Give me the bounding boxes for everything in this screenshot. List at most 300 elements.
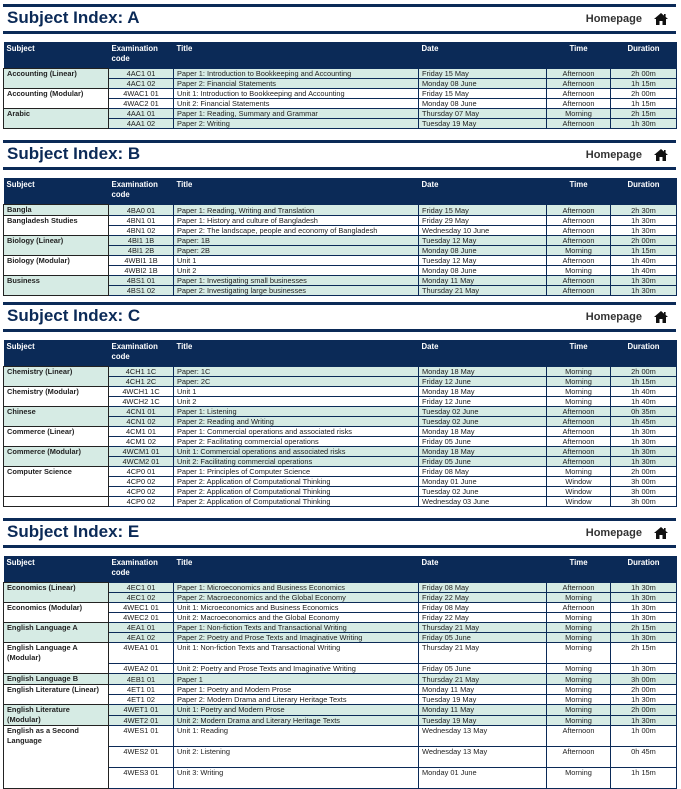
subject-cell: Biology (Modular) (4, 256, 109, 276)
exam-duration: 2h 30m (611, 205, 677, 216)
exam-time: Morning (547, 715, 611, 726)
exam-date: Friday 15 May (419, 89, 547, 99)
exam-code: 4CP0 02 (109, 477, 174, 487)
exam-code: 4EC1 01 (109, 583, 174, 593)
table-row (4, 89, 677, 99)
exam-duration: 1h 30m (611, 613, 677, 623)
exam-date: Friday 08 May (419, 583, 547, 593)
section-header (3, 518, 676, 548)
exam-time: Afternoon (547, 236, 611, 246)
exam-code: 4WCH2 1C (109, 397, 174, 407)
exam-code: 4WEA2 01 (109, 664, 174, 674)
table-row (4, 256, 677, 266)
exam-time: Afternoon (547, 226, 611, 236)
exam-duration: 1h 15m (611, 99, 677, 109)
home-icon[interactable] (654, 13, 668, 25)
exam-code: 4CM1 02 (109, 437, 174, 447)
paper-title: Paper 1 (174, 674, 419, 685)
exam-date: Friday 22 May (419, 613, 547, 623)
exam-date: Tuesday 02 June (419, 417, 547, 427)
subject-cell: Bangla (4, 205, 109, 216)
exam-date: Monday 18 May (419, 447, 547, 457)
exam-code: 4EA1 01 (109, 623, 174, 633)
exam-duration: 1h 30m (611, 276, 677, 286)
exam-code: 4WEC1 01 (109, 603, 174, 613)
exam-date: Monday 18 May (419, 427, 547, 437)
exam-code: 4WEA1 01 (109, 643, 174, 664)
exam-code: 4CH1 2C (109, 377, 174, 387)
paper-title: Paper 1: Microeconomics and Business Economics (174, 583, 419, 593)
exam-time: Afternoon (547, 726, 611, 747)
exam-date: Wednesday 13 May (419, 747, 547, 768)
exam-duration: 1h 30m (611, 119, 677, 129)
exam-time: Afternoon (547, 437, 611, 447)
exam-table (3, 556, 677, 789)
table-row (4, 216, 677, 226)
exam-time: Afternoon (547, 447, 611, 457)
exam-time: Morning (547, 266, 611, 276)
paper-title: Paper 2: Investigating large businesses (174, 286, 419, 296)
column-header-date: Date (419, 178, 547, 205)
exam-time: Morning (547, 685, 611, 695)
exam-duration: 1h 30m (611, 427, 677, 437)
section-header (3, 140, 676, 170)
exam-time: Morning (547, 377, 611, 387)
table-row (4, 467, 677, 477)
paper-title: Paper 1: Reading, Summary and Grammar (174, 109, 419, 119)
exam-duration: 1h 30m (611, 447, 677, 457)
exam-duration: 1h 30m (611, 715, 677, 726)
exam-code: 4CN1 02 (109, 417, 174, 427)
exam-table (3, 340, 677, 507)
paper-title: Paper 1: Investigating small businesses (174, 276, 419, 286)
exam-date: Friday 12 June (419, 377, 547, 387)
header-row (4, 178, 677, 205)
exam-duration: 1h 40m (611, 397, 677, 407)
paper-title: Unit 2 (174, 266, 419, 276)
subject-cell: Business (4, 276, 109, 296)
exam-duration: 1h 30m (611, 603, 677, 613)
exam-code: 4WCH1 1C (109, 387, 174, 397)
column-header-code: Examination code (109, 178, 174, 205)
exam-time: Morning (547, 593, 611, 603)
table-row (4, 69, 677, 79)
exam-date: Monday 11 May (419, 276, 547, 286)
exam-code: 4AA1 01 (109, 109, 174, 119)
exam-date: Wednesday 03 June (419, 497, 547, 507)
subject-cell: English Literature (Modular) (4, 705, 109, 726)
exam-code: 4EB1 01 (109, 674, 174, 685)
exam-time: Morning (547, 467, 611, 477)
table-row (4, 603, 677, 613)
table-row (4, 276, 677, 286)
exam-time: Afternoon (547, 216, 611, 226)
paper-title: Paper 1: Commercial operations and associated risks (174, 427, 419, 437)
column-header-date: Date (419, 42, 547, 69)
exam-date: Monday 08 June (419, 79, 547, 89)
column-header-subject: Subject (4, 42, 109, 69)
subject-cell: Accounting (Linear) (4, 69, 109, 89)
table-row (4, 407, 677, 417)
paper-title: Unit 2: Financial Statements (174, 99, 419, 109)
exam-time: Afternoon (547, 205, 611, 216)
exam-code: 4BS1 02 (109, 286, 174, 296)
exam-date: Tuesday 19 May (419, 119, 547, 129)
exam-duration: 1h 00m (611, 726, 677, 747)
paper-title: Unit 2 (174, 397, 419, 407)
paper-title: Paper 2: Poetry and Prose Texts and Imaginative Writing (174, 633, 419, 643)
exam-code: 4AC1 02 (109, 79, 174, 89)
homepage-link[interactable] (586, 148, 668, 162)
exam-duration: 2h 00m (611, 69, 677, 79)
exam-duration: 1h 40m (611, 387, 677, 397)
exam-duration: 1h 30m (611, 633, 677, 643)
exam-date: Monday 01 June (419, 477, 547, 487)
paper-title: Paper: 1C (174, 367, 419, 377)
paper-title: Paper 1: Non-fiction Texts and Transactional Writing (174, 623, 419, 633)
exam-date: Monday 18 May (419, 367, 547, 377)
exam-date: Friday 29 May (419, 216, 547, 226)
exam-duration: 3h 00m (611, 487, 677, 497)
homepage-link[interactable] (586, 526, 668, 540)
table-row (4, 705, 677, 716)
exam-duration: 1h 40m (611, 266, 677, 276)
paper-title: Unit 3: Writing (174, 768, 419, 789)
exam-time: Morning (547, 705, 611, 716)
table-row (4, 643, 677, 664)
exam-date: Friday 08 May (419, 467, 547, 477)
subject-cell: Biology (Linear) (4, 236, 109, 256)
exam-date: Tuesday 02 June (419, 487, 547, 497)
exam-time: Afternoon (547, 119, 611, 129)
subject-cell: Chemistry (Modular) (4, 387, 109, 407)
paper-title: Unit 1: Microeconomics and Business Economics (174, 603, 419, 613)
exam-time: Afternoon (547, 457, 611, 467)
exam-time: Afternoon (547, 603, 611, 613)
exam-date: Monday 08 June (419, 246, 547, 256)
exam-code: 4CN1 01 (109, 407, 174, 417)
subject-cell: Bangladesh Studies (4, 216, 109, 236)
exam-time: Morning (547, 109, 611, 119)
exam-code: 4BI1 2B (109, 246, 174, 256)
exam-duration: 3h 00m (611, 497, 677, 507)
exam-code: 4BS1 01 (109, 276, 174, 286)
paper-title: Paper 1: Introduction to Bookkeeping and Accounting (174, 69, 419, 79)
exam-code: 4BN1 01 (109, 216, 174, 226)
paper-title: Paper 2: Modern Drama and Literary Heritage Texts (174, 695, 419, 705)
exam-duration: 1h 30m (611, 664, 677, 674)
paper-title: Paper 1: History and culture of Bangladesh (174, 216, 419, 226)
exam-code: 4CP0 01 (109, 467, 174, 477)
exam-date: Friday 05 June (419, 457, 547, 467)
exam-code: 4WET2 01 (109, 715, 174, 726)
exam-code: 4BA0 01 (109, 205, 174, 216)
column-header-time: Time (547, 340, 611, 367)
exam-duration: 2h 00m (611, 705, 677, 716)
paper-title: Paper 2: Application of Computational Thinking (174, 477, 419, 487)
section-title: Subject Index: B (7, 144, 141, 163)
exam-date: Monday 18 May (419, 387, 547, 397)
subject-cell: Arabic (4, 109, 109, 129)
section-b (3, 140, 676, 296)
paper-title: Paper 2: Application of Computational Thinking (174, 487, 419, 497)
paper-title: Paper: 2B (174, 246, 419, 256)
paper-title: Unit 2: Macroeconomics and the Global Economy (174, 613, 419, 623)
exam-time: Morning (547, 695, 611, 705)
exam-code: 4AC1 01 (109, 69, 174, 79)
section-title: Subject Index: A (7, 8, 140, 27)
exam-code: 4WBI1 1B (109, 256, 174, 266)
table-row (4, 685, 677, 695)
subject-cell: English Language A (4, 623, 109, 643)
table-row (4, 367, 677, 377)
exam-time: Afternoon (547, 256, 611, 266)
paper-title: Paper: 1B (174, 236, 419, 246)
section-a (3, 4, 676, 129)
exam-time: Window (547, 497, 611, 507)
exam-duration: 1h 15m (611, 79, 677, 89)
exam-duration: 1h 30m (611, 437, 677, 447)
exam-duration: 1h 15m (611, 246, 677, 256)
exam-code: 4ET1 02 (109, 695, 174, 705)
paper-title: Unit 1 (174, 387, 419, 397)
exam-code: 4BI1 1B (109, 236, 174, 246)
exam-table (3, 42, 677, 129)
exam-duration: 1h 30m (611, 593, 677, 603)
header-row (4, 42, 677, 69)
exam-duration: 2h 15m (611, 623, 677, 633)
exam-code: 4WES3 01 (109, 768, 174, 789)
exam-duration: 2h 15m (611, 643, 677, 664)
exam-date: Tuesday 02 June (419, 407, 547, 417)
exam-time: Window (547, 477, 611, 487)
section-header (3, 302, 676, 332)
exam-code: 4CP0 02 (109, 497, 174, 507)
paper-title: Unit 1 (174, 256, 419, 266)
exam-code: 4WES2 01 (109, 747, 174, 768)
paper-title: Paper 1: Listening (174, 407, 419, 417)
subject-cell: English Language B (4, 674, 109, 685)
exam-duration: 1h 40m (611, 256, 677, 266)
exam-time: Afternoon (547, 417, 611, 427)
exam-table (3, 178, 677, 296)
exam-code: 4AA1 02 (109, 119, 174, 129)
exam-duration: 1h 30m (611, 226, 677, 236)
paper-title: Unit 1: Poetry and Modern Prose (174, 705, 419, 716)
subject-cell: English Language A (Modular) (4, 643, 109, 674)
subject-cell: Economics (Linear) (4, 583, 109, 603)
table-row (4, 447, 677, 457)
exam-duration: 2h 00m (611, 685, 677, 695)
exam-time: Morning (547, 768, 611, 789)
subject-cell: Computer Science (4, 467, 109, 497)
column-header-code: Examination code (109, 42, 174, 69)
homepage-label[interactable]: Homepage (585, 149, 642, 161)
table-row (4, 205, 677, 216)
paper-title: Paper 2: Facilitating commercial operations (174, 437, 419, 447)
column-header-duration: Duration (611, 556, 677, 583)
exam-duration: 1h 45m (611, 417, 677, 427)
column-header-duration: Duration (611, 178, 677, 205)
table-row (4, 109, 677, 119)
exam-duration: 2h 00m (611, 89, 677, 99)
exam-time: Afternoon (547, 407, 611, 417)
header-row (4, 556, 677, 583)
column-header-date: Date (419, 340, 547, 367)
exam-date: Friday 05 June (419, 437, 547, 447)
exam-date: Friday 08 May (419, 603, 547, 613)
paper-title: Paper 1: Reading, Writing and Translation (174, 205, 419, 216)
paper-title: Paper 2: Macroeconomics and the Global Economy (174, 593, 419, 603)
exam-duration: 2h 00m (611, 467, 677, 477)
column-header-title: Title (174, 178, 419, 205)
exam-date: Friday 22 May (419, 593, 547, 603)
section-e (3, 518, 676, 789)
exam-time: Morning (547, 387, 611, 397)
exam-duration: 1h 30m (611, 216, 677, 226)
exam-code: 4WES1 01 (109, 726, 174, 747)
exam-duration: 0h 45m (611, 747, 677, 768)
column-header-subject: Subject (4, 178, 109, 205)
subject-cell: Commerce (Linear) (4, 427, 109, 447)
subject-cell: Commerce (Modular) (4, 447, 109, 467)
homepage-label[interactable]: Homepage (585, 311, 642, 323)
paper-title: Unit 2: Listening (174, 747, 419, 768)
exam-time: Morning (547, 367, 611, 377)
home-icon[interactable] (654, 149, 668, 161)
exam-date: Wednesday 10 June (419, 226, 547, 236)
exam-time: Afternoon (547, 747, 611, 768)
exam-code: 4CH1 1C (109, 367, 174, 377)
exam-date: Monday 08 June (419, 266, 547, 276)
homepage-label[interactable]: Homepage (585, 527, 642, 539)
exam-time: Morning (547, 674, 611, 685)
table-row (4, 583, 677, 593)
home-icon[interactable] (654, 527, 668, 539)
exam-date: Friday 05 June (419, 664, 547, 674)
paper-title: Paper 2: Application of Computational Thinking (174, 497, 419, 507)
exam-date: Tuesday 12 May (419, 236, 547, 246)
exam-code: 4WEC2 01 (109, 613, 174, 623)
homepage-link[interactable] (586, 12, 668, 26)
column-header-duration: Duration (611, 340, 677, 367)
exam-time: Morning (547, 664, 611, 674)
exam-time: Afternoon (547, 427, 611, 437)
exam-time: Morning (547, 643, 611, 664)
home-icon[interactable] (654, 311, 668, 323)
exam-duration: 1h 15m (611, 377, 677, 387)
table-row (4, 236, 677, 246)
subject-cell: Economics (Modular) (4, 603, 109, 623)
column-header-title: Title (174, 556, 419, 583)
homepage-label[interactable]: Homepage (585, 13, 642, 25)
exam-code: 4CM1 01 (109, 427, 174, 437)
section-title: Subject Index: C (7, 306, 141, 325)
exam-date: Friday 15 May (419, 69, 547, 79)
paper-title: Paper 2: Reading and Writing (174, 417, 419, 427)
exam-time: Morning (547, 397, 611, 407)
exam-duration: 3h 00m (611, 674, 677, 685)
subject-cell: English Literature (Linear) (4, 685, 109, 705)
column-header-date: Date (419, 556, 547, 583)
exam-date: Friday 12 June (419, 397, 547, 407)
exam-duration: 1h 30m (611, 583, 677, 593)
exam-date: Thursday 21 May (419, 674, 547, 685)
exam-time: Morning (547, 613, 611, 623)
exam-code: 4WAC1 01 (109, 89, 174, 99)
subject-cell: Chemistry (Linear) (4, 367, 109, 387)
subject-cell: Accounting (Modular) (4, 89, 109, 109)
exam-date: Friday 15 May (419, 205, 547, 216)
exam-date: Thursday 21 May (419, 623, 547, 633)
exam-code: 4WAC2 01 (109, 99, 174, 109)
table-row (4, 387, 677, 397)
exam-time: Afternoon (547, 99, 611, 109)
paper-title: Paper 2: Writing (174, 119, 419, 129)
section-header (3, 4, 676, 34)
exam-duration: 2h 00m (611, 367, 677, 377)
column-header-time: Time (547, 42, 611, 69)
exam-duration: 1h 30m (611, 695, 677, 705)
exam-code: 4WCM1 01 (109, 447, 174, 457)
column-header-title: Title (174, 42, 419, 69)
column-header-code: Examination code (109, 340, 174, 367)
column-header-duration: Duration (611, 42, 677, 69)
table-row (4, 726, 677, 747)
paper-title: Unit 1: Introduction to Bookkeeping and Accounting (174, 89, 419, 99)
exam-date: Tuesday 19 May (419, 695, 547, 705)
exam-date: Thursday 21 May (419, 643, 547, 664)
exam-time: Afternoon (547, 79, 611, 89)
table-row (4, 497, 677, 507)
exam-code: 4BN1 02 (109, 226, 174, 236)
exam-duration: 3h 00m (611, 477, 677, 487)
column-header-time: Time (547, 178, 611, 205)
column-header-subject: Subject (4, 340, 109, 367)
exam-date: Monday 08 June (419, 99, 547, 109)
exam-code: 4CP0 02 (109, 487, 174, 497)
section-title: Subject Index: E (7, 522, 140, 541)
table-row (4, 674, 677, 685)
exam-code: 4WBI2 1B (109, 266, 174, 276)
exam-time: Afternoon (547, 89, 611, 99)
exam-date: Monday 11 May (419, 705, 547, 716)
paper-title: Paper 2: The landscape, people and economy of Bangladesh (174, 226, 419, 236)
exam-code: 4WCM2 01 (109, 457, 174, 467)
exam-duration: 0h 35m (611, 407, 677, 417)
exam-time: Afternoon (547, 286, 611, 296)
exam-date: Thursday 07 May (419, 109, 547, 119)
subject-cell (4, 497, 109, 507)
paper-title: Unit 1: Non-fiction Texts and Transactional Writing (174, 643, 419, 664)
exam-time: Window (547, 487, 611, 497)
paper-title: Unit 1: Commercial operations and associated risks (174, 447, 419, 457)
exam-date: Friday 05 June (419, 633, 547, 643)
paper-title: Unit 2: Modern Drama and Literary Heritage Texts (174, 715, 419, 726)
exam-date: Monday 11 May (419, 685, 547, 695)
column-header-subject: Subject (4, 556, 109, 583)
exam-code: 4ET1 01 (109, 685, 174, 695)
exam-time: Morning (547, 623, 611, 633)
paper-title: Paper 1: Principles of Computer Science (174, 467, 419, 477)
exam-time: Afternoon (547, 583, 611, 593)
paper-title: Paper: 2C (174, 377, 419, 387)
exam-time: Afternoon (547, 69, 611, 79)
exam-duration: 1h 30m (611, 286, 677, 296)
exam-duration: 2h 00m (611, 236, 677, 246)
exam-date: Monday 01 June (419, 768, 547, 789)
homepage-link[interactable] (586, 310, 668, 324)
